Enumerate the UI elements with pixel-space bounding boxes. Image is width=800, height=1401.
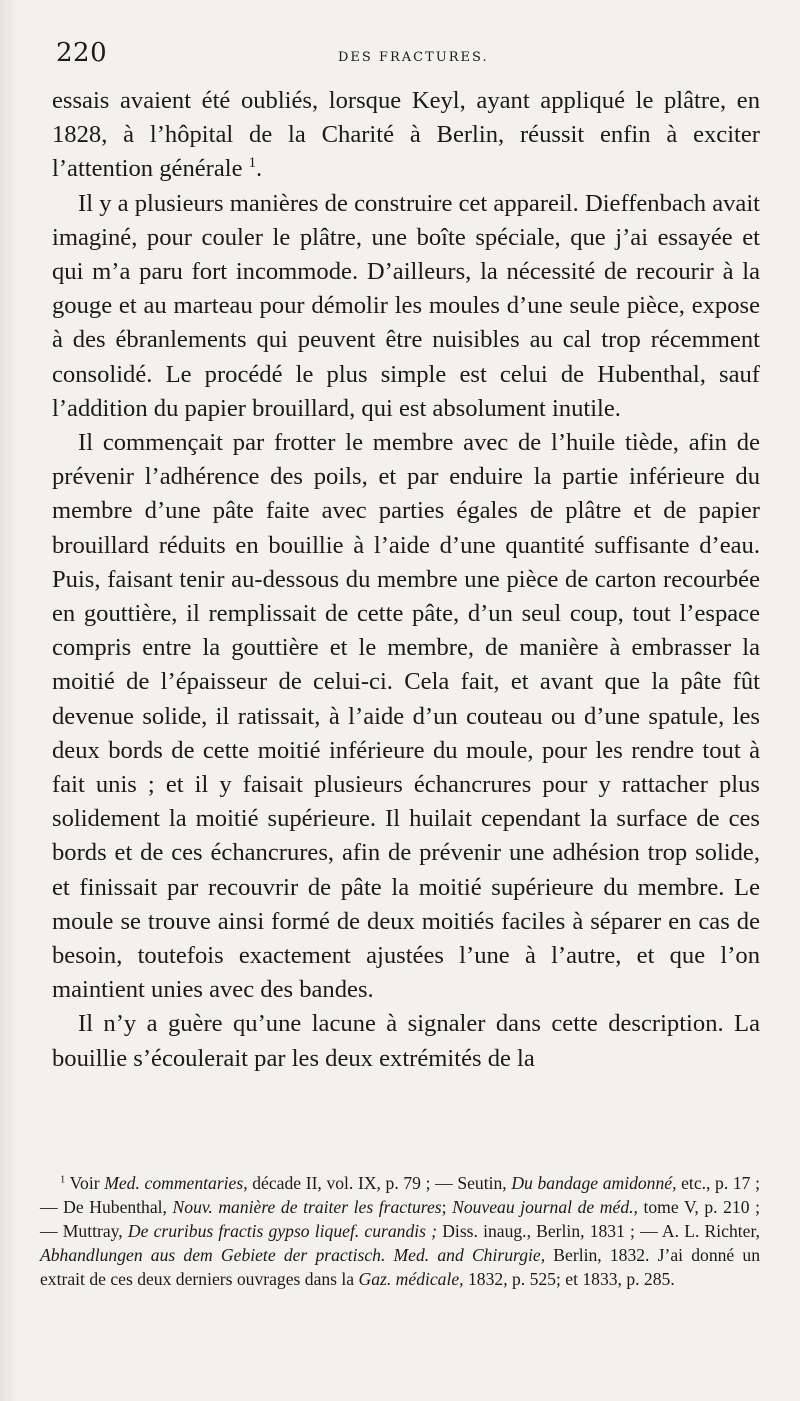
paragraph-1: essais avaient été oubliés, lorsque Keyl, ayant appliqué le plâtre, en 1828, à l’hôpital de la Charité à Berlin, réussit enfin à exciter l’attention générale $^1$. xyxy=(52,87,760,183)
body-text xyxy=(52,84,760,1076)
page-number: 220 xyxy=(56,38,108,68)
paragraph-4: Il n’y a guère qu’une lacune à signaler dans cette description. La bouillie s’écoulerait par les deux extrémités de la xyxy=(52,1010,760,1072)
running-head: DES FRACTURES. xyxy=(338,50,489,65)
paragraph-2: Il y a plusieurs manières de construire cet appareil. Dieffenbach avait imaginé, pour couler le plâtre, une boîte spéciale, que j’ai essayée et qui m’a paru fort incommode. D’ailleurs, la nécessité de recourir à la gouge et au marteau pour démolir les moules d’une seule pièce, expose à des ébranlements qui peuvent être nuisibles au cal trop récemment consolidé. Le procédé le plus simple est celui de Hubenthal, sauf l’addition du papier brouillard, qui est absolument inutile. xyxy=(52,189,760,422)
footnote-reference: 1 xyxy=(248,155,257,172)
footnote-marker: 1 xyxy=(60,1174,66,1186)
page-header xyxy=(56,36,760,76)
footnotes xyxy=(40,1172,760,1292)
paragraph-3: Il commençait par frotter le membre avec de l’huile tiède, afin de prévenir l’adhérence des poils, et par enduire la partie inférieure du membre d’une pâte faite avec parties égales de plâtre et de papier brouillard réduits en bouillie à l’aide d’une quantité suffisante d’eau. Puis, faisant tenir au-dessous du membre une pièce de carton recourbée en gouttière, il remplissait de cette pâte, d’un seul coup, tout l’espace compris entre la gouttière et le membre, de manière à embrasser la moitié de l’épaisseur de celui-ci. Cela fait, et avant que la pâte fût devenue solide, il ratissait, à l’aide d’un couteau ou d’une spatule, les deux bords de cette moitié inférieure du moule, pour les rendre tout à fait unis ; et il y faisait plusieurs échancrures pour y rattacher plus solidement la moitié supérieure. Il huilait cependant la surface de ces bords et de ces échancrures, afin de prévenir une adhésion trop solide, et finissait par recouvrir de pâte la moitié supérieure du membre. Le moule se trouve ainsi formé de deux moitiés faciles à séparer en cas de besoin, toutefois exactement ajustées l’une à l’autre, et que l’on maintient unies avec des bandes. xyxy=(52,429,760,1004)
footnote-1: $^1$ Voir Med. commentaries, décade II, vol. IX, p. 79 ; — Seutin, Du bandage amidonné, etc., p. 17 ; — De Hubenthal, Nouv. manière de traiter les fractures; Nouveau journal de méd., tome V, p. 210 ; — Muttray, De cruribus fractis gypso liquef. curandis ; Diss. inaug., Berlin, 1831 ; — A. L. Richter, Abhandlungen aus dem Gebiete der practisch. Med. and Chirurgie, Berlin, 1832. J’ai donné un extrait de ces deux derniers ouvrages dans la Gaz. médicale, 1832, p. 525; et 1833, p. 285. xyxy=(40,1173,761,1289)
